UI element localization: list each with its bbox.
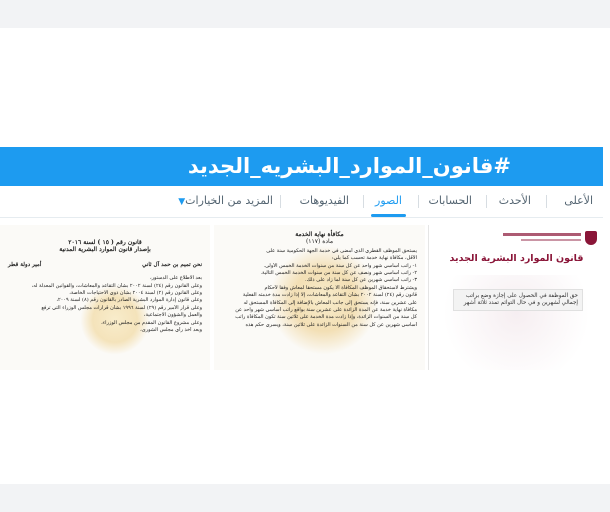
- logo-text-line: [503, 233, 581, 236]
- doc-line: ٣- راتب أساسي شهرين عن كل سنة لما زاد على ذلك.: [305, 277, 417, 284]
- bottom-strip: [0, 484, 610, 512]
- tab-videos-label: الفيديوهات: [299, 194, 349, 207]
- doc-body: [222, 248, 417, 329]
- card-title: قانون الموارد البشرية الجديد: [449, 253, 584, 264]
- tab-accounts[interactable]: [429, 186, 472, 217]
- tab-divider: [363, 195, 364, 208]
- doc-issuer-right: نحن تميم بن حمد آل ثاني: [142, 261, 202, 268]
- doc-line: ١- راتب أساسي شهر واحد عن كل سنة من سنوات الخدمة الخمس الأولى.: [263, 262, 417, 269]
- doc-line: ٢- راتب أساسي شهر ونصف عن كل سنة من سنوات الخدمة الخمس التالية.: [260, 270, 417, 277]
- doc-line: قانون رقم (٢٤) لسنة ٢٠٠٢ بشأن التقاعد والمعاشات، إلا إذا زادت مدة خدمته الفعلية: [242, 292, 417, 299]
- doc-line: أساسي شهرين عن كل سنة من السنوات الزائدة على ثلاثين سنة، ويسري حكم هذه: [245, 321, 417, 328]
- tab-more-label: المزيد من الخيارات: [185, 194, 273, 207]
- doc-line: وعلى القانون رقم (٢) لسنة ٢٠٠٤ بشأن ذوي الاحتياجات الخاصة،: [69, 290, 202, 297]
- tab-divider: [280, 195, 281, 208]
- doc-line: وعلى قرار الأمير رقم (٢٩) لسنة ١٩٩٦ بشأن قرارات مجلس الوزراء التي ترفع: [41, 304, 202, 311]
- doc-line: على عشرين سنة، فإنه يستحق إلى جانب المعاش بالإضافة إلى المكافأة المستحق له: [243, 299, 417, 306]
- doc-article: مادة (١١٧): [305, 238, 334, 246]
- tab-photos[interactable]: [375, 186, 402, 217]
- doc-line: مكافأة نهاية خدمة عن المدة الزائدة على عشرين سنة بواقع راتب أساسي شهر واحد عن: [235, 307, 417, 314]
- photo-right-card[interactable]: [428, 225, 604, 370]
- tab-videos[interactable]: [300, 186, 349, 217]
- photo-middle-document[interactable]: [214, 225, 425, 370]
- doc-subcaption: بإصدار قانون الموارد البشرية المدنية: [59, 246, 151, 254]
- doc-line: والعمل والشؤون الاجتماعية،: [143, 312, 202, 319]
- top-strip: [0, 0, 610, 28]
- tab-photos-label: الصور: [375, 194, 402, 207]
- tab-latest-label: الأحدث: [498, 194, 531, 207]
- doc-line: وعلى القانون رقم (٢٤) لسنة ٢٠٠٢ بشأن التقاعد والمعاشات، والقوانين المعدلة له،: [31, 282, 202, 289]
- photo-grid: [0, 225, 603, 370]
- tab-top-label: الأعلى: [564, 194, 593, 207]
- ministry-logo: [499, 231, 597, 245]
- doc-line: وعلى مشروع القانون المقدم من مجلس الوزراء،: [101, 319, 202, 326]
- doc-line: وبعد أخذ رأي مجلس الشورى،: [140, 327, 202, 334]
- doc-body: [8, 275, 202, 334]
- tab-latest[interactable]: [499, 186, 531, 217]
- doc-line: وعلى قانون إدارة الموارد البشرية الصادر بالقانون رقم (٨) لسنة ٢٠٠٩،: [56, 297, 202, 304]
- doc-line: بعد الاطلاع على الدستور،: [149, 275, 202, 282]
- doc-line: يستحق الموظف القطري الذي أمضى في خدمة الجهة الحكومية سنة على: [266, 247, 417, 254]
- tab-accounts-label: الحسابات: [428, 194, 472, 207]
- emblem-icon: [585, 231, 597, 245]
- doc-line: الأقل، مكافأة نهاية خدمة تحسب كما يلي:: [331, 255, 417, 262]
- doc-caption: قانون رقم ( ١٥ ) لسنة ٢٠١٦: [68, 239, 142, 246]
- tab-divider: [546, 195, 547, 208]
- tab-divider: [418, 195, 419, 208]
- logo-text-line: [521, 239, 581, 241]
- tab-divider: [486, 195, 487, 208]
- chevron-down-icon: ▼: [178, 197, 186, 207]
- search-header: [0, 147, 603, 186]
- doc-caption: مكافأة نهاية الخدمة: [295, 231, 344, 238]
- card-note: حق الموظفة في الحصول على إجازة وضع براتب إجمالي لشهرين و في حال التوائم تمدد ثلاثة أشهر: [453, 289, 583, 311]
- hashtag-title[interactable]: #قانون_الموارد_البشريه_الجديد: [187, 154, 511, 178]
- search-tabs: [0, 186, 603, 218]
- doc-line: كل سنة من السنوات الزائدة، وإذا زادت مدة الخدمة على ثلاثين سنة تكون المكافأة راتب: [235, 314, 417, 321]
- doc-issuer-left: أمير دولة قطر: [8, 261, 42, 268]
- doc-line: ويشترط لاستحقاق الموظف المكافأة ألا يكون مستحقاً لمعاش وفقاً لأحكام: [264, 284, 417, 291]
- tab-more-options[interactable]: [175, 186, 273, 217]
- tab-top[interactable]: [564, 186, 593, 217]
- photo-left-document[interactable]: [0, 225, 210, 370]
